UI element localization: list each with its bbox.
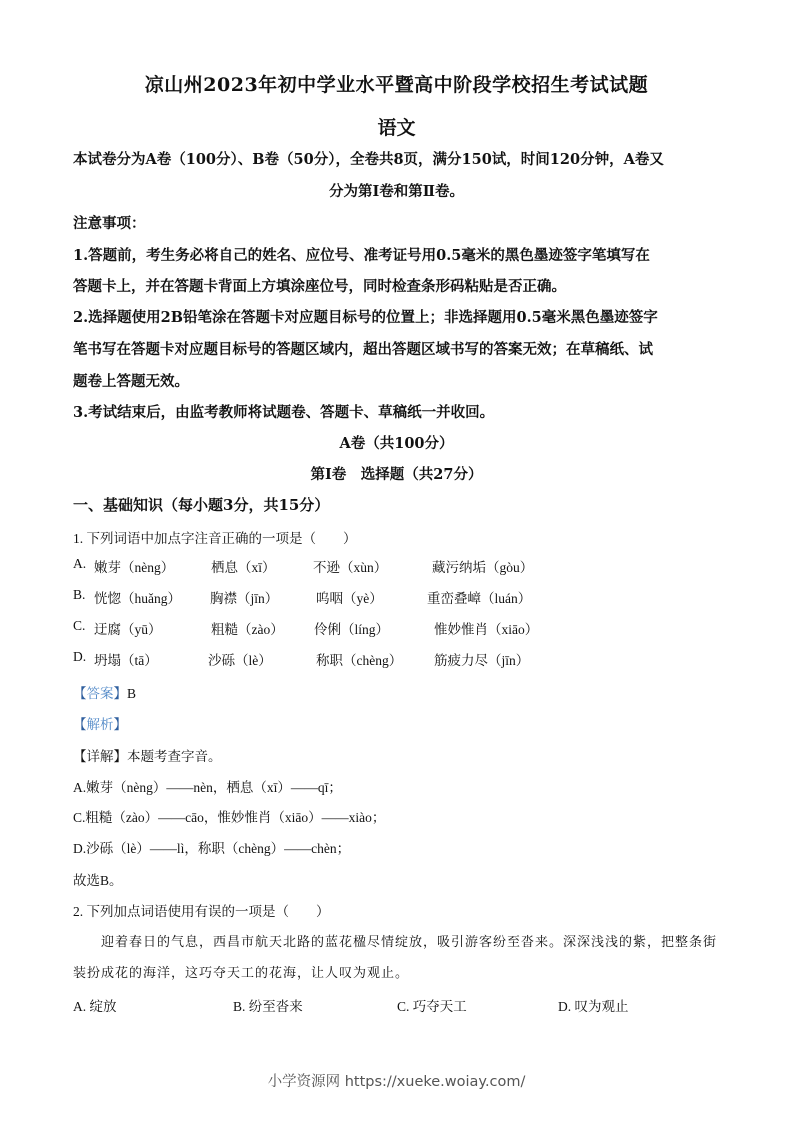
part-a-heading: A卷（共100分） [339, 435, 454, 452]
option-item: 筋疲力尽（jīn） [434, 653, 530, 668]
option-item: 惟妙惟肖（xiāo） [434, 622, 539, 637]
option-label: A. [73, 556, 87, 571]
option-item: 不逊（xùn） [313, 560, 388, 575]
option-item: 胸襟（jīn） [210, 591, 279, 606]
option-item: 栖息（xī） [211, 560, 276, 575]
section-1-heading: 一、基础知识（每小题3分，共15分） [73, 496, 330, 514]
detail-line: C.粗糙（zào）——cāo，惟妙惟肖（xiāo）——xiào； [73, 810, 386, 825]
part-1-heading: 第Ⅰ卷 选择题（共27分） [310, 466, 483, 483]
notes-line: 3.考试结束后，由监考教师将试题卷、答题卡、草稿纸一并收回。 [73, 404, 495, 421]
notes-line: 1.答题前，考生务必将自己的姓名、应位号、准考证号用0.5毫米的黑色墨迹签字笔填写在 [73, 247, 650, 264]
intro-line-1: 本试卷分为A卷（100分）、B卷（50分），全卷共8页，满分150试，时间120分钟，A卷又 [73, 151, 664, 168]
option-item: 粗糙（zào） [211, 622, 284, 637]
detail-line: A.嫩芽（nèng）——nèn，栖息（xī）——qī； [73, 780, 342, 795]
question-2-option-b: B. 纷至沓来 [233, 999, 303, 1014]
option-item: 称职（chèng） [316, 653, 403, 668]
option-label: C. [73, 618, 86, 633]
exam-title: 凉山州2023年初中学业水平暨高中阶段学校招生考试试题 [144, 74, 649, 96]
subject-title: 语文 [377, 117, 416, 139]
notes-line: 笔书写在答题卡对应题目标号的答题区域内，超出答题区域书写的答案无效；在草稿纸、试 [73, 341, 653, 358]
detail-line: 故选B。 [73, 873, 123, 888]
analysis-row: 【解析】 [73, 717, 127, 732]
answer-label: 答案 [86, 686, 114, 701]
option-item: 坍塌（tā） [94, 653, 158, 668]
intro-line-2: 分为第Ⅰ卷和第Ⅱ卷。 [328, 183, 464, 200]
option-item: 沙砾（lè） [208, 653, 272, 668]
option-item: 重峦叠嶂（luán） [427, 591, 532, 606]
notes-line: 2.选择题使用2B铅笔涂在答题卡对应题目标号的位置上；非选择题用0.5毫米黑色墨迹签字 [73, 309, 658, 326]
option-item: 伶俐（líng） [314, 622, 390, 637]
question-2-option-a: A. 绽放 [73, 999, 117, 1014]
answer-row: 【答案】B [73, 686, 137, 701]
notes-heading: 注意事项： [73, 215, 146, 232]
option-item: 藏污纳垢（gòu） [432, 560, 534, 575]
notes-line: 题卷上答题无效。 [73, 373, 189, 390]
detail-line: D.沙砾（lè）——lì，称职（chèng）——chèn； [73, 841, 351, 856]
option-label: B. [73, 587, 86, 602]
question-2-option-c: C. 巧夺天工 [397, 999, 467, 1014]
analysis-label: 解析 [86, 717, 114, 732]
option-item: 恍惚（huǎng） [94, 591, 181, 606]
question-2-option-d: D. 叹为观止 [558, 999, 629, 1014]
detail-row: 【详解】本题考查字音。 [73, 749, 222, 764]
option-item: 嫩芽（nèng） [94, 560, 175, 575]
question-2-stem: 2. 下列加点词语使用有误的一项是（ ） [73, 904, 330, 919]
footer-watermark: 小学资源网 https://xueke.woiay.com/ [267, 1074, 526, 1090]
option-item: 迂腐（yū） [94, 622, 162, 637]
question-2-passage-line-1: 迎着春日的气息，西昌市航天北路的蓝花楹尽情绽放，吸引游客纷至沓来。深深浅浅的紫，把整条街 [101, 935, 718, 950]
detail-intro: 本题考查字音。 [127, 749, 222, 764]
option-label: D. [73, 649, 87, 664]
option-item: 呜咽（yè） [316, 591, 383, 606]
notes-line: 答题卡上，并在答题卡背面上方填涂座位号，同时检查条形码粘贴是否正确。 [73, 278, 566, 295]
question-2-passage-line-2: 装扮成花的海洋，这巧夺天工的花海，让人叹为观止。 [73, 966, 410, 981]
answer-value: B [127, 686, 137, 701]
detail-label: 详解 [86, 749, 114, 764]
question-1-stem: 1. 下列词语中加点字注音正确的一项是（ ） [73, 531, 357, 546]
